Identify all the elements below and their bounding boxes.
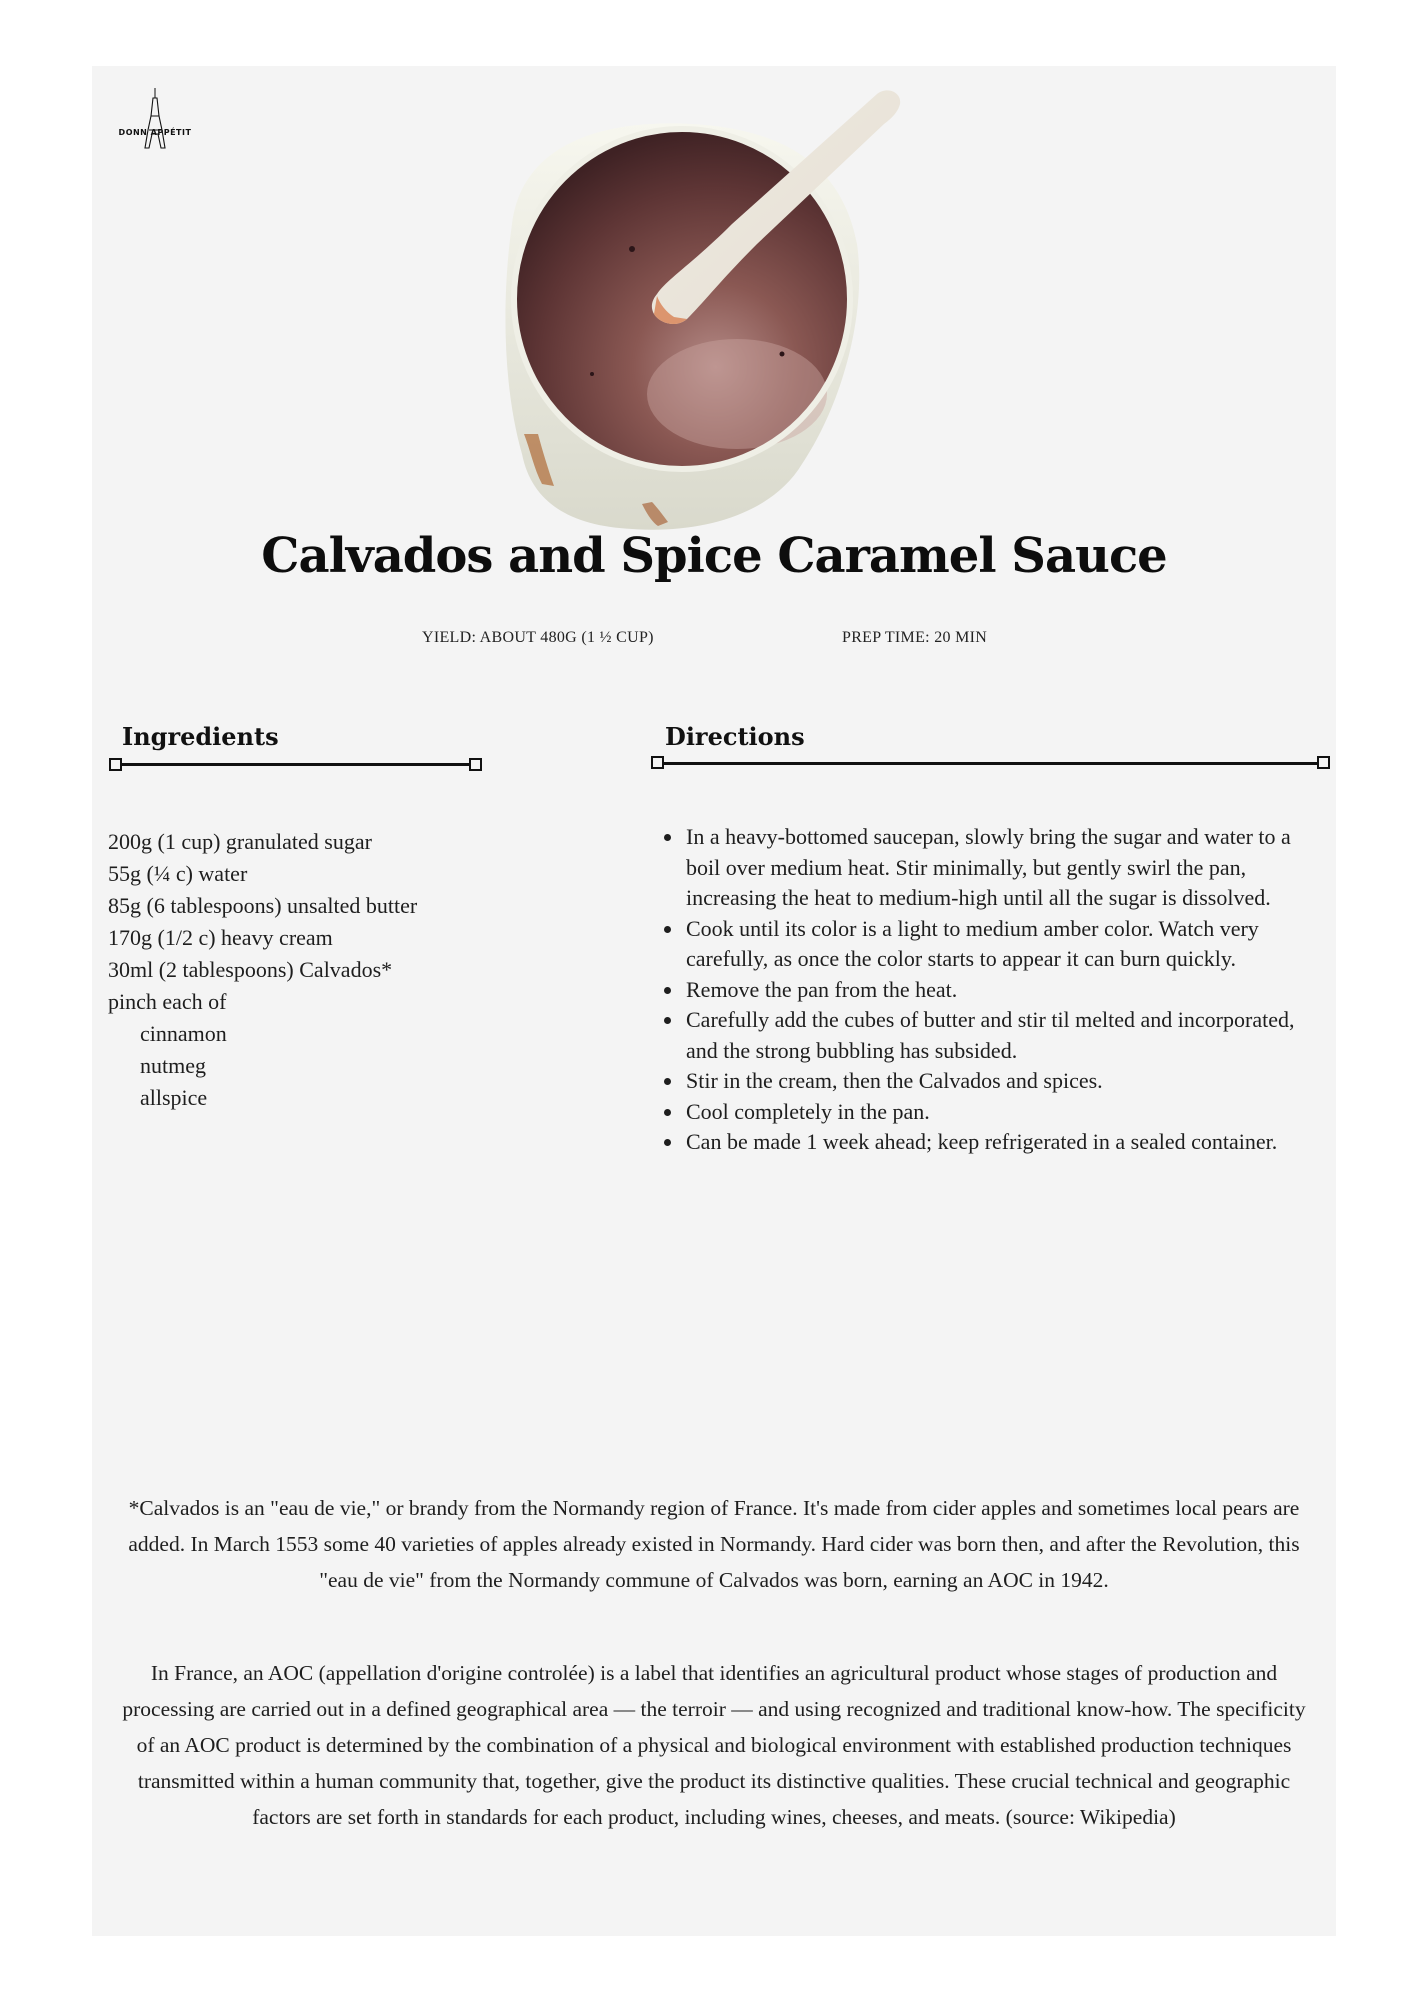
- divider-node-left: [651, 756, 664, 769]
- spice-item: cinnamon: [140, 1021, 227, 1046]
- direction-step: • Remove the pan from the heat.: [684, 975, 1324, 1006]
- ingredients-list: [108, 826, 588, 1114]
- recipe-prep-time: PREP TIME: 20 MIN: [842, 629, 988, 646]
- aoc-note: In France, an AOC (appellation d'origine controlée) is a label that identifies an agricultural product whose stages of production and processing are carried out in a defined geographical area — the terroir — and using recognized and traditional know-how. The specificity of an AOC product is determined by the combination of a physical and biological environment with established production techniques transmitted within a human community that, together, give the product its distinctive qualities. These crucial technical and geographic factors are set forth in standards for each product, including wines, cheeses, and meats. (source: Wikipedia): [122, 1661, 1306, 1829]
- recipe-title: Calvados and Spice Caramel Sauce: [261, 528, 1167, 584]
- direction-step: • Cook until its color is a light to medium amber color. Watch very carefully, as once the color starts to appear it can burn quickly.: [684, 914, 1324, 975]
- ingredients-divider: [114, 763, 476, 766]
- ingredient-item: 30ml (2 tablespoons) Calvados*: [108, 957, 393, 982]
- ingredient-item: 200g (1 cup) granulated sugar: [108, 829, 372, 854]
- ingredient-item: pinch each of: [108, 989, 227, 1014]
- spice-item: allspice: [140, 1085, 208, 1110]
- directions-divider: [657, 762, 1327, 765]
- directions-list: [654, 822, 1324, 1158]
- brand-name: DONN APPÉTIT: [118, 128, 192, 137]
- directions-heading: Directions: [665, 722, 805, 751]
- direction-step: • Stir in the cream, then the Calvados and spices.: [684, 1066, 1324, 1097]
- calvados-note: *Calvados is an "eau de vie," or brandy from the Normandy region of France. It's made from cider apples and sometimes local pears are added. In March 1553 some 40 varieties of apples already existed in Normandy. Hard cider was born then, and after the Revolution, this "eau de vie" from the Normandy commune of Calvados was born, earning an AOC in 1942.: [128, 1496, 1300, 1592]
- divider-node-left: [109, 758, 122, 771]
- direction-step: • In a heavy-bottomed saucepan, slowly bring the sugar and water to a boil over medium heat. Stir minimally, but gently swirl the pan, increasing the heat to medium-high until all the sugar is dissolved.: [684, 822, 1324, 914]
- ingredient-item: 55g (¼ c) water: [108, 861, 248, 886]
- divider-node-right: [1317, 756, 1330, 769]
- divider-node-right: [469, 758, 482, 771]
- eiffel-tower-icon: [110, 86, 200, 156]
- recipe-card: [92, 66, 1336, 1936]
- spice-item: nutmeg: [140, 1053, 206, 1078]
- ingredients-heading: Ingredients: [122, 722, 279, 751]
- direction-step: • Can be made 1 week ahead; keep refrigerated in a sealed container.: [684, 1127, 1324, 1158]
- caramel-sauce-bowl-image: [482, 74, 922, 544]
- direction-step: • Cool completely in the pan.: [684, 1097, 1324, 1128]
- ingredient-item: 85g (6 tablespoons) unsalted butter: [108, 893, 418, 918]
- direction-step: • Carefully add the cubes of butter and stir til melted and incorporated, and the strong bubbling has subsided.: [684, 1005, 1324, 1066]
- ingredient-item: 170g (1/2 c) heavy cream: [108, 925, 333, 950]
- brand-logo: [110, 86, 200, 156]
- recipe-yield: YIELD: ABOUT 480G (1 ½ CUP): [422, 629, 654, 646]
